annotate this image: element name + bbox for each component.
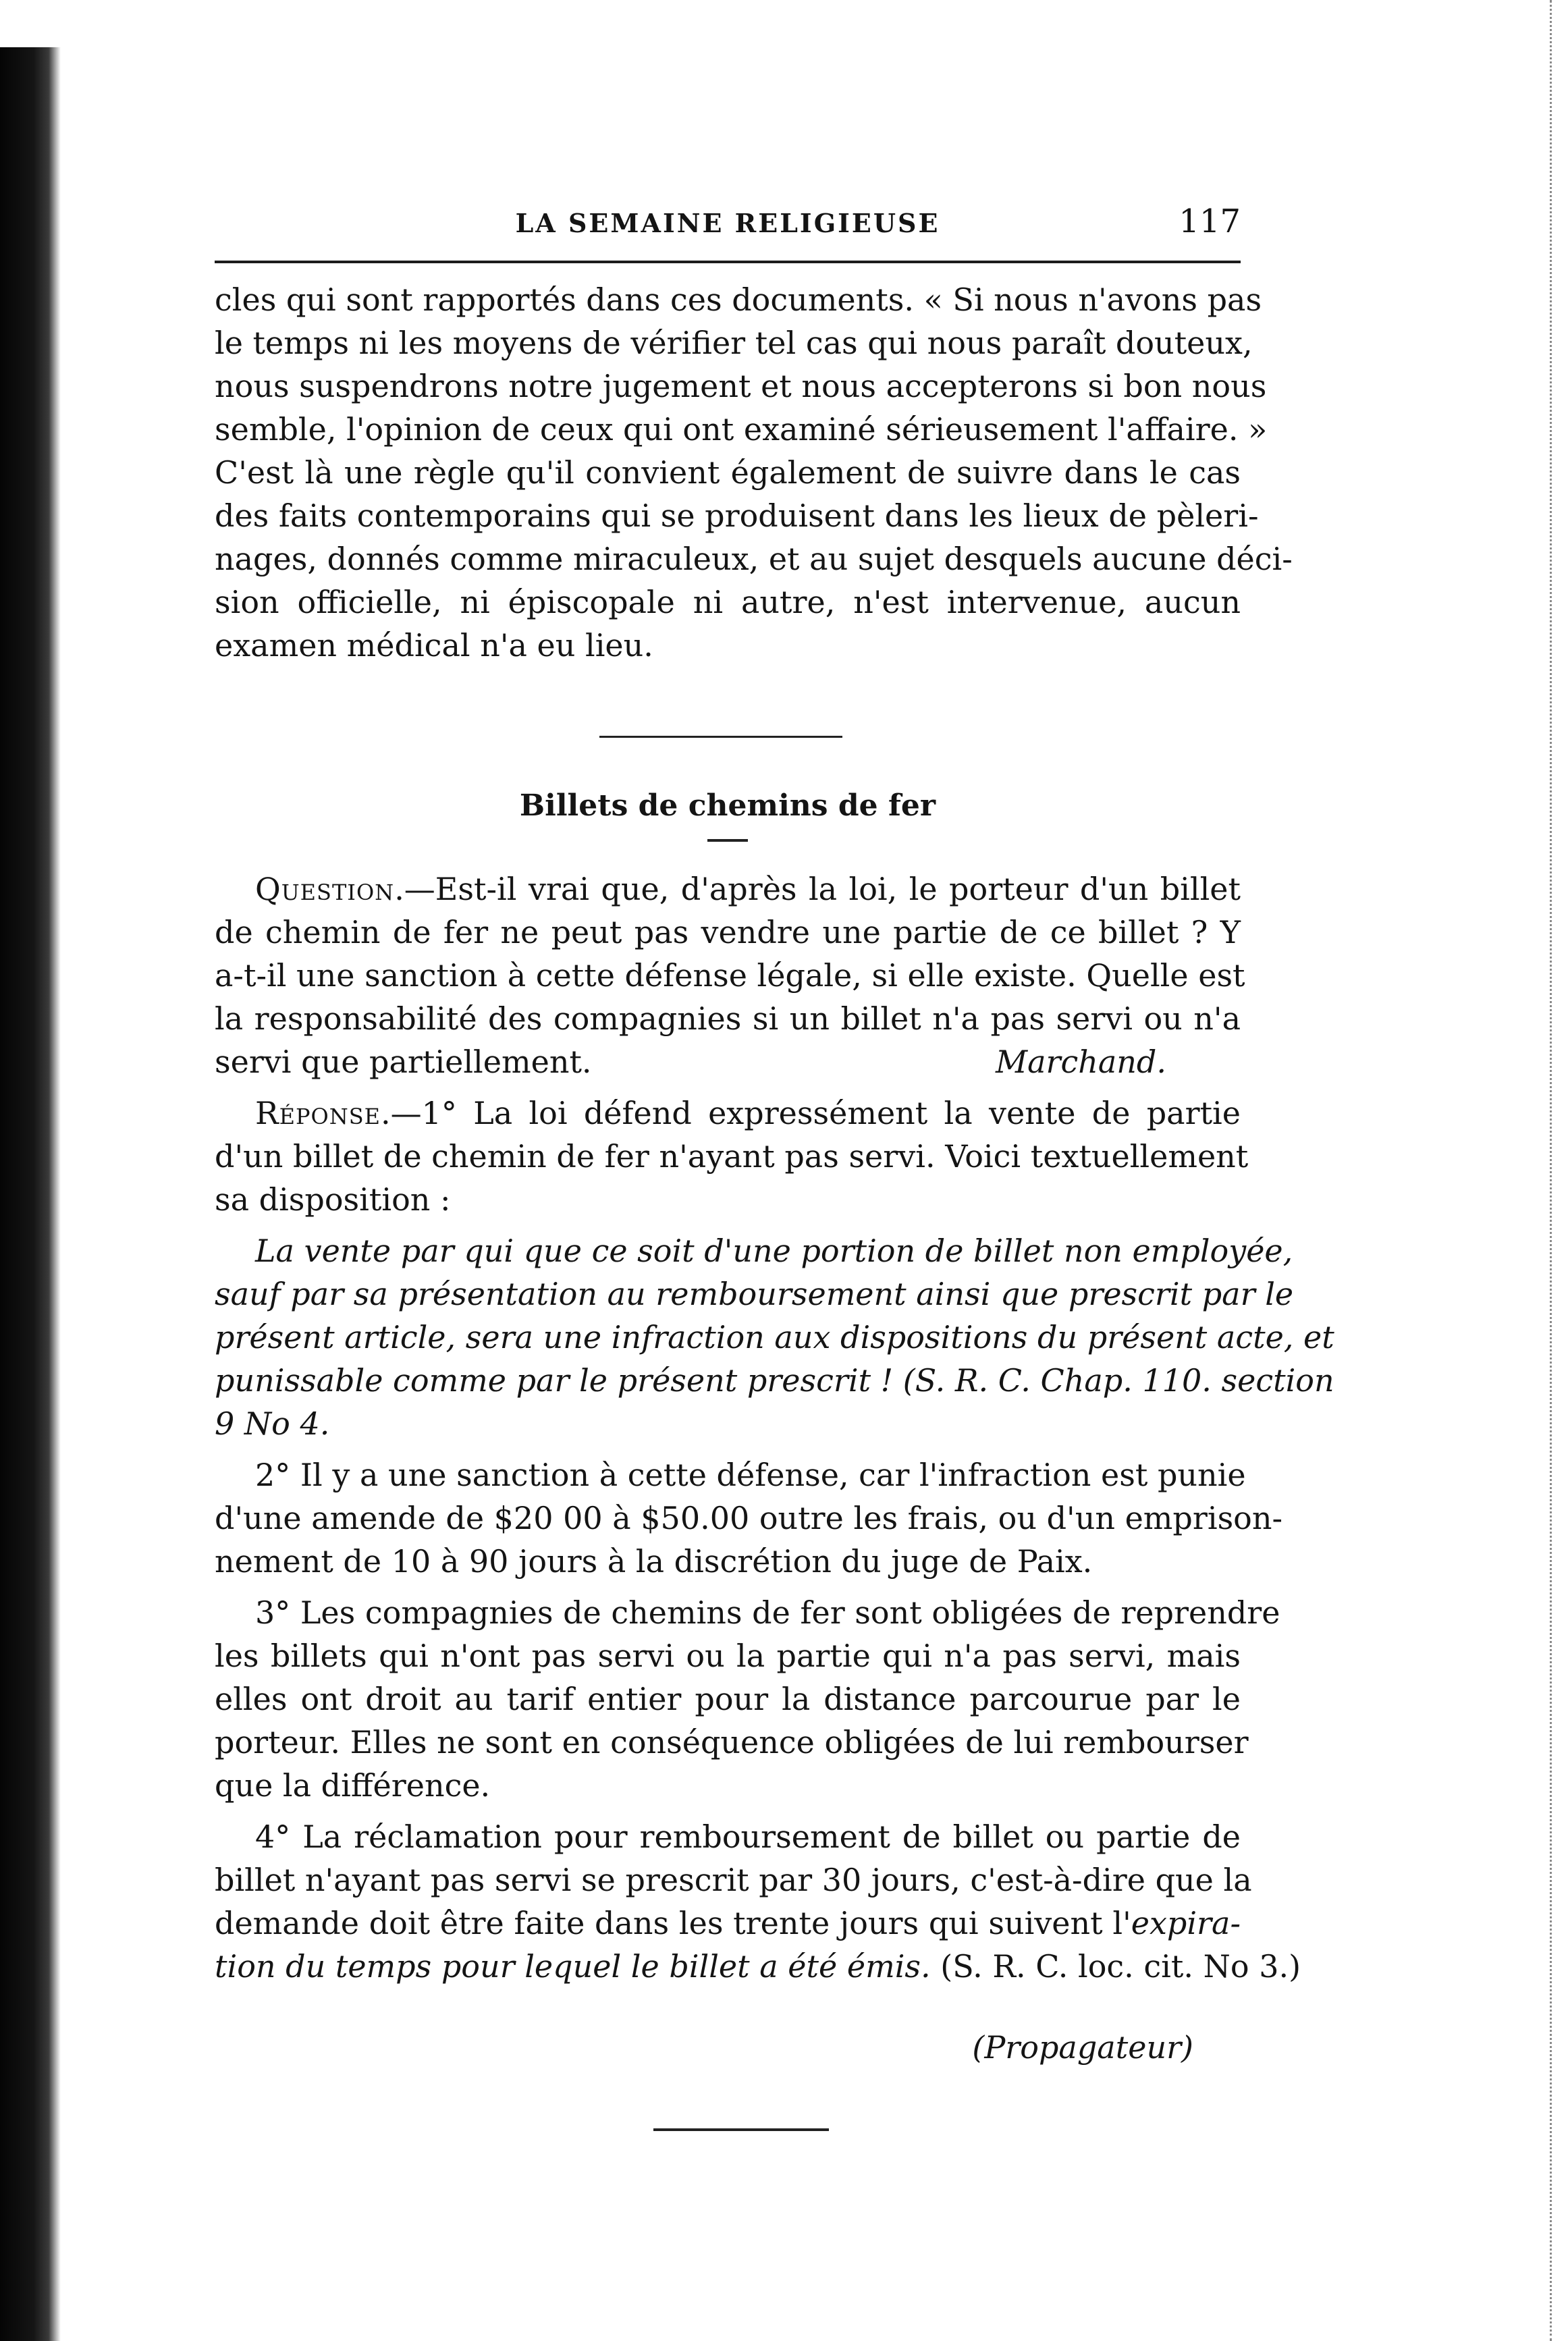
scan-edge-speckle — [1550, 0, 1556, 2341]
text-line: la responsabilité des compagnies si un billet n'a pas servi ou n'a — [215, 1000, 1241, 1037]
point-3-paragraph — [215, 1591, 1280, 1807]
source-attribution: (Propagateur) — [972, 2029, 1193, 2066]
point-4-paragraph — [215, 1815, 1301, 1988]
text-line: nous suspendrons notre jugement et nous accepterons si bon nous — [215, 368, 1267, 404]
text-line: examen médical n'a eu lieu. — [215, 627, 653, 664]
quote-line: 9 No 4. — [215, 1405, 330, 1442]
point-4-text: demande doit être faite dans les trente jours qui suivent l' — [215, 1905, 1131, 1941]
quote-line: sauf par sa présentation au remboursement ainsi que prescrit par le — [215, 1276, 1294, 1312]
scan-binding-shadow — [0, 47, 61, 2341]
text-line — [215, 1902, 1241, 1945]
question-text: .—Est-il vrai que, d'après la loi, le porteur d'un billet — [394, 871, 1241, 907]
text-line: le temps ni les moyens de vérifier tel cas qui nous paraît douteux, — [215, 325, 1253, 361]
text-line — [215, 867, 1241, 911]
section-heading: Billets de chemins de fer — [519, 788, 936, 823]
question-paragraph — [215, 867, 1245, 1083]
text-line — [215, 1945, 1301, 1988]
text-line: nages, donnés comme miraculeux, et au sujet desquels aucune déci- — [215, 541, 1293, 577]
quote-line: présent article, sera une infraction aux dispositions du présent acte, et — [215, 1319, 1334, 1355]
text-line: 2° Il y a une sanction à cette défense, car l'infraction est punie — [255, 1457, 1246, 1493]
quote-line: La vente par qui que ce soit d'une portion de billet non employée, — [255, 1233, 1293, 1269]
answer-paragraph — [215, 1092, 1249, 1221]
text-line: les billets qui n'ont pas servi ou la partie qui n'a pas servi, mais — [215, 1638, 1241, 1674]
text-line: des faits contemporains qui se produisent dans les lieux de pèleri- — [215, 497, 1259, 534]
citation: (S. R. C. loc. cit. No 3.) — [930, 1948, 1301, 1985]
point-4-italic: expira- — [1131, 1905, 1241, 1941]
question-text: servi que partiellement. — [215, 1044, 592, 1080]
question-label: Question — [255, 871, 395, 907]
running-header — [215, 203, 1241, 257]
text-line: cles qui sont rapportés dans ces documents. « Si nous n'avons pas — [215, 281, 1262, 318]
text-line: C'est là une règle qu'il convient également de suivre dans le cas — [215, 454, 1241, 491]
point-4-italic: tion du temps pour lequel le billet a été émis. — [215, 1948, 931, 1985]
text-line: 4° La réclamation pour remboursement de billet ou partie de — [255, 1819, 1241, 1855]
text-line: semble, l'opinion de ceux qui ont examiné sérieusement l'affaire. » — [215, 411, 1268, 448]
text-line — [215, 1092, 1241, 1135]
point-2-paragraph — [215, 1453, 1283, 1583]
answer-label: Réponse — [255, 1095, 381, 1131]
text-line: d'une amende de $20 00 à $50.00 outre les frais, ou d'un emprison- — [215, 1500, 1283, 1536]
text-line — [215, 1040, 1241, 1083]
text-line: sion officielle, ni épiscopale ni autre, n'est intervenue, aucun — [215, 584, 1241, 620]
text-line: sa disposition : — [215, 1181, 451, 1218]
text-line: a-t-il une sanction à cette défense légale, si elle existe. Quelle est — [215, 957, 1245, 994]
intro-paragraph — [215, 278, 1293, 667]
section-divider — [599, 736, 842, 738]
page — [215, 203, 1334, 2131]
page-number: 117 — [1179, 203, 1241, 240]
quote-line: punissable comme par le présent prescrit ! (S. R. C. Chap. 110. section — [215, 1362, 1334, 1399]
text-line: porteur. Elles ne sont en conséquence obligées de lui rembourser — [215, 1724, 1249, 1760]
running-title: LA SEMAINE RELIGIEUSE — [515, 208, 940, 238]
heading-short-rule — [707, 839, 748, 842]
law-quotation — [215, 1229, 1334, 1445]
text-line: 3° Les compagnies de chemins de fer sont obligées de reprendre — [255, 1594, 1280, 1631]
text-line: que la différence. — [215, 1767, 491, 1804]
text-line: elles ont droit au tarif entier pour la distance parcourue par le — [215, 1681, 1241, 1717]
signature: Marchand. — [995, 1044, 1166, 1080]
end-divider — [653, 2128, 829, 2131]
text-line: billet n'ayant pas servi se prescrit par 30 jours, c'est-à-dire que la — [215, 1862, 1252, 1898]
header-rule — [215, 261, 1241, 263]
text-line: de chemin de fer ne peut pas vendre une partie de ce billet ? Y — [215, 914, 1241, 950]
text-line: nement de 10 à 90 jours à la discrétion du juge de Paix. — [215, 1543, 1093, 1580]
text-line: d'un billet de chemin de fer n'ayant pas servi. Voici textuellement — [215, 1138, 1249, 1175]
answer-text: .—1° La loi défend expressément la vente de partie — [381, 1095, 1241, 1131]
